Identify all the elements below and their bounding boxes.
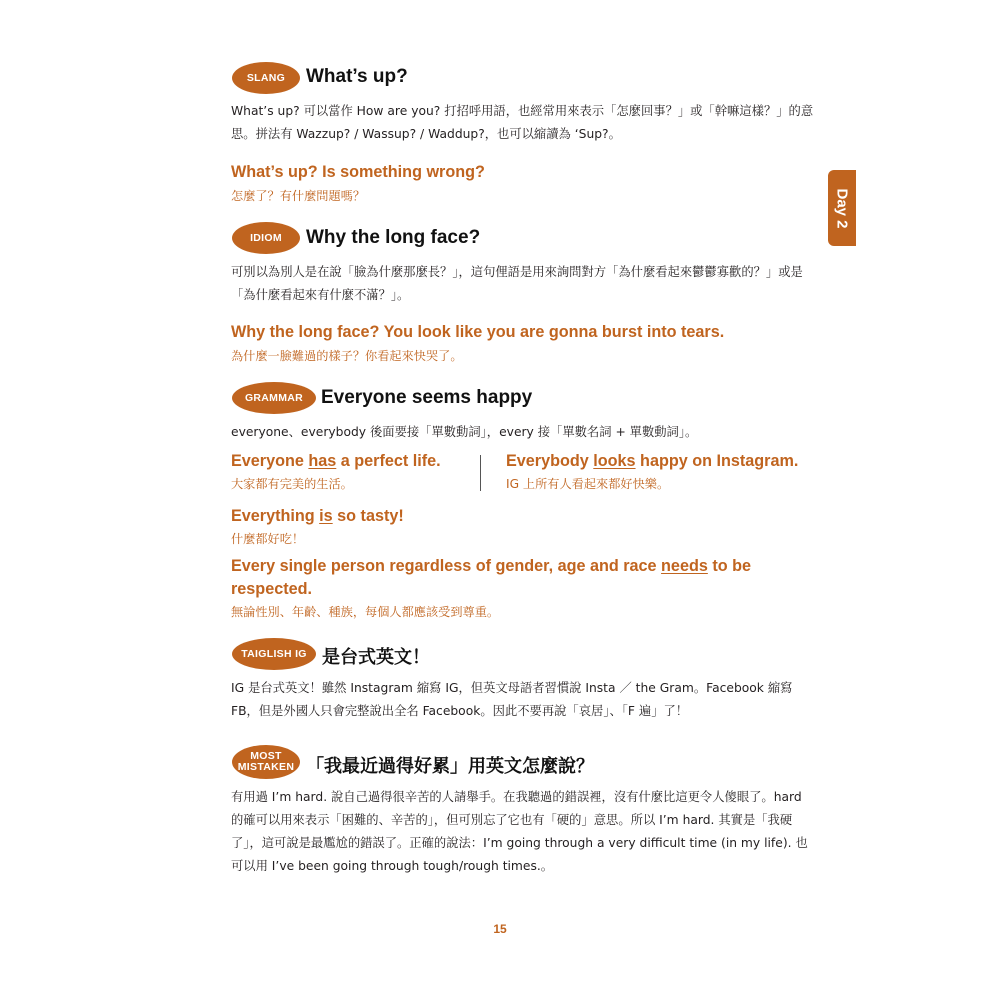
day-tab [828, 170, 856, 246]
example-en-continued: respected. [231, 580, 312, 598]
page-number: 15 [493, 922, 507, 936]
example-zh: IG 上所有人看起來都好快樂。 [506, 477, 670, 491]
example-en: Every single person regardless of gender, age and race needs to be [231, 557, 752, 575]
example-en: What’s up? Is something wrong? [231, 163, 485, 181]
most-mistaken-tag: MOST MISTAKEN [232, 745, 300, 779]
section-body-grammar: everyone、everybody 後面要接「單數動詞」，every 接「單數名詞 + 單數動詞」。 [231, 425, 698, 439]
column-divider [480, 455, 481, 491]
day-tab-label: Day 2 [833, 187, 851, 229]
example-zh: 什麼都好吃！ [231, 532, 305, 546]
grammar-tag: GRAMMAR [232, 382, 316, 414]
section-body-slang: What’s up? 可以當作 How are you? 打招呼用語，也經常用來表示「怎麼回事？」或「幹嘛這樣？」的意思。拼法有 Wazzup? / Wassup? / Waddup?，也可以縮讀為 ‘Sup?。 [231, 104, 814, 141]
taiglish-tag: TAIGLISH IG [232, 638, 316, 670]
idiom-tag: IDIOM [232, 222, 300, 254]
section-body-idiom: 可別以為別人是在說「臉為什麼那麼長？」，這句俚語是用來詢問對方「為什麼看起來鬱鬱寡歡的？」或是「為什麼看起來有什麼不滿？」。 [231, 265, 803, 302]
example-zh: 為什麼一臉難過的樣子？你看起來快哭了。 [231, 349, 463, 363]
example-en: Why the long face? You look like you are gonna burst into tears. [231, 323, 725, 341]
section-heading-taiglish: 是台式英文！ [322, 647, 430, 668]
section-body-most-mistaken: 有用過 I’m hard. 說自己過得很辛苦的人請舉手。在我聽過的錯誤裡，沒有什麼比這更令人傻眼了。hard 的確可以用來表示「困難的、辛苦的」，但可別忘了它也有「硬的」意思。所以 I’m hard. 其實是「我硬了」，這可說是最尷尬的錯誤了。正確的說法：I’m going through a very difficult time (in my life). 也可以用 I’ve been going through tough/rough times.。 [231, 790, 808, 873]
section-heading-most-mistaken: 「我最近過得好累」用英文怎麼說？ [306, 756, 594, 777]
section-heading-idiom: Why the long face? [306, 227, 481, 248]
section-heading-slang: What’s up? [306, 66, 408, 87]
section-heading-grammar: Everyone seems happy [321, 387, 533, 408]
example-zh: 怎麼了？有什麼問題嗎？ [231, 189, 366, 203]
section-body-taiglish: IG 是台式英文！雖然 Instagram 縮寫 IG，但英文母語者習慣說 Insta ／ the Gram。Facebook 縮寫 FB，但是外國人只會完整說出全名 Facebook。因此不要再說「哀居」、「F 遍」了！ [231, 681, 793, 718]
example-en: Everyone has a perfect life. [231, 452, 441, 470]
slang-tag: SLANG [232, 62, 300, 94]
example-zh: 無論性別、年齡、種族，每個人都應該受到尊重。 [231, 605, 500, 619]
example-en: Everything is so tasty! [231, 507, 404, 525]
example-zh: 大家都有完美的生活。 [231, 477, 353, 491]
example-en: Everybody looks happy on Instagram. [506, 452, 799, 470]
